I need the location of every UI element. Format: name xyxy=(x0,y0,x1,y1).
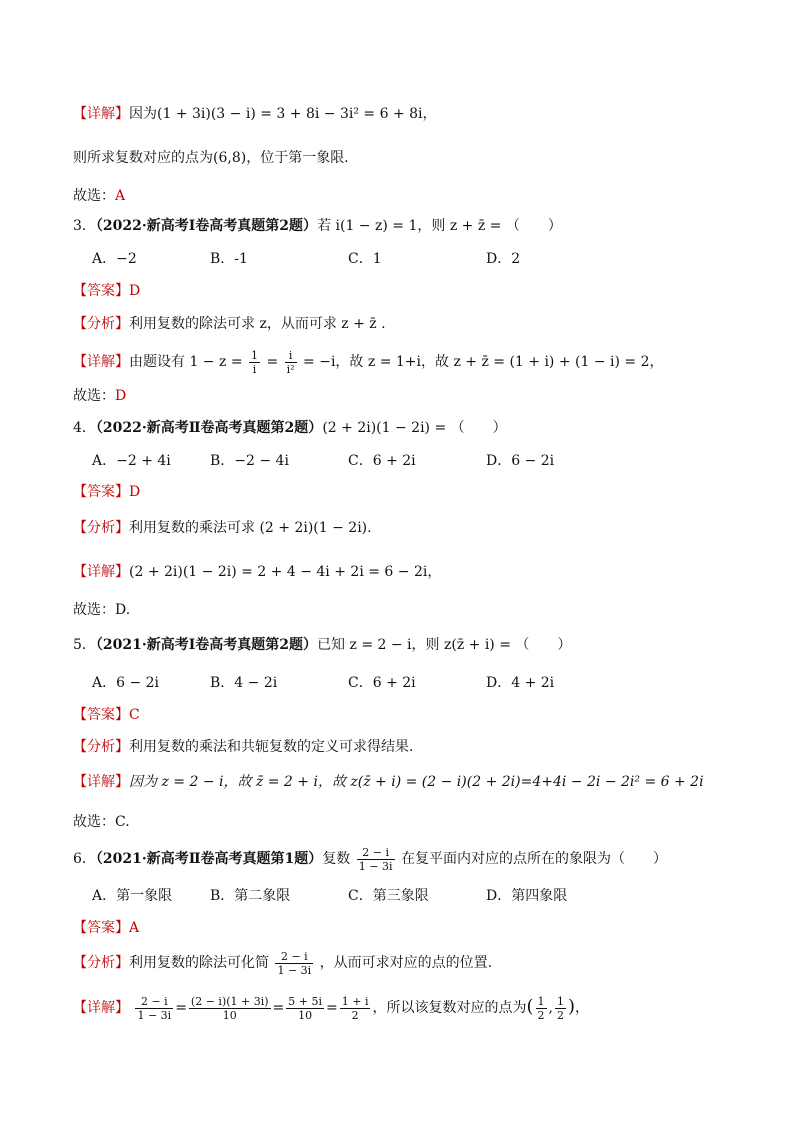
q6-option-c: C．第三象限 xyxy=(348,888,429,904)
q5-analysis-line xyxy=(73,737,413,757)
fraction: $\frac{(2 - i)(1 + 3i)}{10}$ xyxy=(190,994,269,1022)
q4-choose-line: 故选：D. xyxy=(73,602,131,618)
question-source: （2022·新高考Ⅰ卷高考真题第2题） xyxy=(95,218,318,234)
q4-analysis-line xyxy=(73,518,372,538)
equals-sign: = xyxy=(266,354,279,370)
fraction: $\frac{2 - i}{1 - 3i}$ xyxy=(358,845,393,873)
q3-answer-line xyxy=(73,281,140,301)
equals-sign: = xyxy=(272,1000,285,1016)
detail-end: ， xyxy=(575,1000,589,1016)
fraction: $\frac{2 - i}{1 - 3i}$ xyxy=(277,949,312,977)
q4-detail-line xyxy=(73,562,441,582)
analysis-suffix: ，从而可求对应的点的位置. xyxy=(319,955,493,971)
question-number: 6． xyxy=(73,851,96,867)
fraction: $\frac{1}{2}$ xyxy=(556,994,564,1022)
choose-label: 故选： xyxy=(73,188,115,204)
detail-label: 【详解】 xyxy=(73,106,129,122)
fraction: $\frac{1 + i}{2}$ xyxy=(341,994,369,1022)
q6-option-b: B．第二象限 xyxy=(210,888,291,904)
question-source: （2022·新高考Ⅱ卷高考真题第2题） xyxy=(95,420,323,436)
left-paren: ( xyxy=(526,996,534,1017)
answer-label: 【答案】 xyxy=(73,707,129,723)
question-number: 3． xyxy=(73,218,96,234)
q4-option-b: B．−2 − 4i xyxy=(210,453,289,469)
q3-analysis-line xyxy=(73,314,386,334)
detail-text: (2 + 2i)(1 − 2i) = 2 + 4 − 4i + 2i = 6 − 2i， xyxy=(129,564,442,580)
q5-option-d: D．4 + 2i xyxy=(486,675,555,691)
analysis-prefix: 利用复数的除法可化简 xyxy=(129,955,269,971)
question-6-stem xyxy=(73,843,667,875)
q5-answer-line xyxy=(73,705,140,725)
q3-option-d: D．2 xyxy=(486,251,521,267)
answer-value: C xyxy=(129,707,140,723)
answer-label: 【答案】 xyxy=(73,283,129,299)
detail-suffix: = −i，故 z = 1+i，故 z + z̄ = (1 + i) + (1 − i) = 2， xyxy=(303,354,664,370)
q4-option-a: A．−2 + 4i xyxy=(92,453,171,469)
detail-line-1 xyxy=(73,104,437,124)
q4-option-c: C．6 + 2i xyxy=(348,453,416,469)
choose-line-1 xyxy=(73,186,125,206)
analysis-label: 【分析】 xyxy=(73,739,129,755)
detail-mid: ，所以该复数对应的点为 xyxy=(372,1000,527,1016)
question-3-stem xyxy=(73,216,562,236)
q3-option-a: A．−2 xyxy=(92,251,137,267)
q6-analysis-line xyxy=(73,947,492,979)
answer-label: 【答案】 xyxy=(73,920,129,936)
choose-value: A xyxy=(115,188,126,204)
choose-value: D xyxy=(115,388,127,404)
q6-answer-line xyxy=(73,918,139,938)
fraction: $\frac{1}{2}$ xyxy=(537,994,545,1022)
q4-option-d: D．6 − 2i xyxy=(486,453,555,469)
answer-value: D xyxy=(129,283,141,299)
question-number: 4． xyxy=(73,420,96,436)
q6-detail-line xyxy=(73,991,589,1024)
q5-choose-line: 故选：C. xyxy=(73,814,130,830)
detail-prefix: 由题设有 1 − z = xyxy=(129,354,243,370)
analysis-label: 【分析】 xyxy=(73,316,129,332)
question-4-stem xyxy=(73,418,507,438)
stem-prefix: 复数 xyxy=(322,851,351,867)
q6-option-d: D．第四象限 xyxy=(486,888,568,904)
stem-suffix: 在复平面内对应的点所在的象限为（ ） xyxy=(400,851,667,867)
analysis-text: 利用复数的乘法和共轭复数的定义可求得结果. xyxy=(129,739,414,755)
detail-label: 【详解】 xyxy=(73,1000,129,1016)
detail-label: 【详解】 xyxy=(73,564,129,580)
fraction: $\frac{1}{i}$ xyxy=(251,348,258,376)
comma: , xyxy=(548,1000,553,1016)
detail-text: 因为(1 + 3i)(3 − i) = 3 + 8i − 3i² = 6 + 8i， xyxy=(129,106,437,122)
analysis-label: 【分析】 xyxy=(73,955,129,971)
analysis-text: 利用复数的乘法可求 (2 + 2i)(1 − 2i). xyxy=(129,520,372,536)
choose-label: 故选： xyxy=(73,388,115,404)
conclusion-line-1: 则所求复数对应的点为(6,8)，位于第一象限. xyxy=(73,150,349,166)
question-source: （2021·新高考Ⅰ卷高考真题第2题） xyxy=(95,637,318,653)
analysis-text: 利用复数的除法可求 z，从而可求 z + z̄ . xyxy=(129,316,386,332)
detail-label: 【详解】 xyxy=(73,774,129,790)
q3-detail-line xyxy=(73,346,664,378)
fraction: $\frac{i}{\text{i²}}$ xyxy=(286,348,295,376)
q4-answer-line xyxy=(73,482,140,502)
q3-option-b: B．-1 xyxy=(210,251,248,267)
question-source: （2021·新高考Ⅱ卷高考真题第1题） xyxy=(95,851,323,867)
answer-value: D xyxy=(129,484,141,500)
q3-option-c: C．1 xyxy=(348,251,382,267)
q3-choose-line xyxy=(73,386,126,406)
q5-option-b: B．4 − 2i xyxy=(210,675,278,691)
answer-label: 【答案】 xyxy=(73,484,129,500)
question-text: (2 + 2i)(1 − 2i) = （ ） xyxy=(322,420,507,436)
question-text: 若 i(1 − z) = 1，则 z + z̄ = （ ） xyxy=(317,218,562,234)
equals-sign: = xyxy=(175,1000,187,1016)
q5-option-c: C．6 + 2i xyxy=(348,675,416,691)
q5-option-a: A．6 − 2i xyxy=(92,675,160,691)
question-5-stem xyxy=(73,635,571,655)
q5-detail-line xyxy=(73,772,704,792)
question-text: 已知 z = 2 − i，则 z(z̄ + i) = （ ） xyxy=(317,637,572,653)
analysis-label: 【分析】 xyxy=(73,520,129,536)
right-paren: ) xyxy=(567,996,575,1017)
equals-sign: = xyxy=(326,1000,338,1016)
fraction: $\frac{2 - i}{1 - 3i}$ xyxy=(137,994,172,1022)
detail-text: 因为 z = 2 − i，故 z̄ = 2 + i，故 z(z̄ + i) = (2 − i)(2 + 2i)=4+4i − 2i − 2i² = 6 + 2i xyxy=(129,774,704,790)
detail-label: 【详解】 xyxy=(73,354,129,370)
question-number: 5． xyxy=(73,637,96,653)
fraction: $\frac{5 + 5i}{10}$ xyxy=(288,994,323,1022)
answer-value: A xyxy=(129,920,140,936)
q6-option-a: A．第一象限 xyxy=(92,888,173,904)
